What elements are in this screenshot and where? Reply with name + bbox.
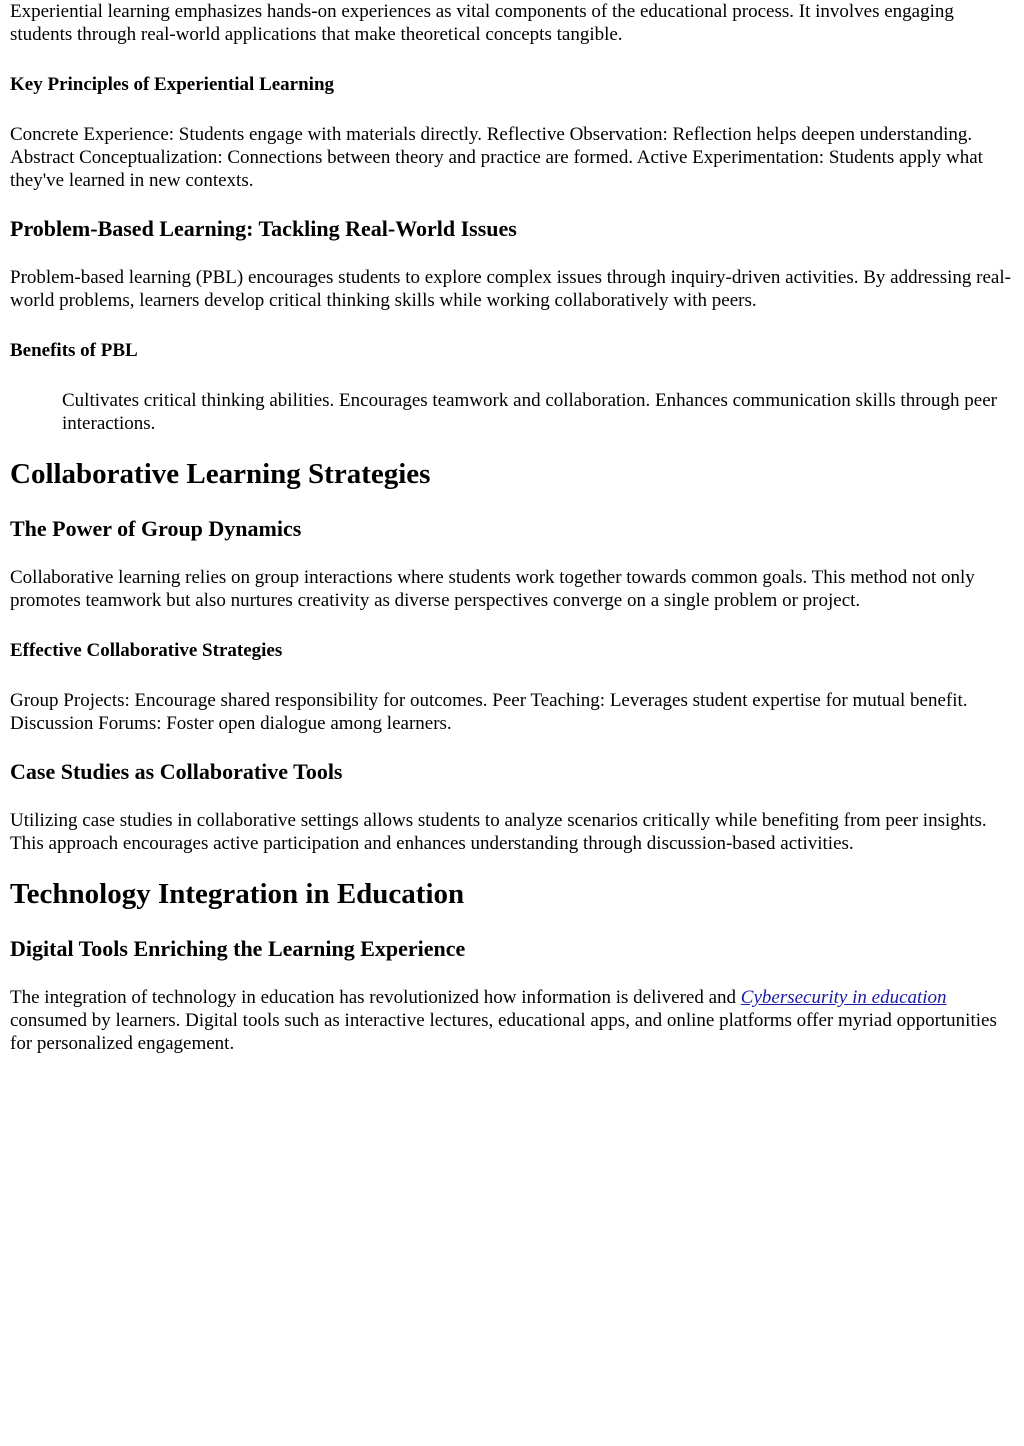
case-studies-paragraph: Utilizing case studies in collaborative settings allows students to analyze scenarios critically while benefiting from peer insights. This approach encourages active participation and enhances understanding through discussion-based activities. xyxy=(10,810,987,854)
case-studies-heading: Case Studies as Collaborative Tools xyxy=(10,759,343,784)
pbl-heading: Problem-Based Learning: Tackling Real-World Issues xyxy=(10,216,517,241)
pbl-benefits-quote: Cultivates critical thinking abilities. Encourages teamwork and collaboration. Enhances communication skills through peer interactions. xyxy=(62,390,997,434)
group-dynamics-heading: The Power of Group Dynamics xyxy=(10,516,302,541)
effective-strategies-heading: Effective Collaborative Strategies xyxy=(10,640,283,661)
key-principles-heading: Key Principles of Experiential Learning xyxy=(10,74,335,95)
digital-tools-text-before: The integration of technology in education has revolutionized how information is delivered and xyxy=(10,987,741,1008)
pbl-paragraph: Problem-based learning (PBL) encourages students to explore complex issues through inquiry-driven activities. By addressing real-world problems, learners develop critical thinking skills while working collaboratively with peers. xyxy=(10,267,1011,311)
group-dynamics-paragraph: Collaborative learning relies on group interactions where students work together towards common goals. This method not only promotes teamwork but also nurtures creativity as diverse perspectives converge on a single problem or project. xyxy=(10,567,975,611)
effective-strategies-paragraph: Group Projects: Encourage shared responsibility for outcomes. Peer Teaching: Leverages student expertise for mutual benefit. Discussion Forums: Foster open dialogue among learners. xyxy=(10,690,968,734)
intro-paragraph: Experiential learning emphasizes hands-on experiences as vital components of the educational process. It involves engaging students through real-world applications that make theoretical concepts tangible. xyxy=(10,1,954,45)
pbl-benefits-heading: Benefits of PBL xyxy=(10,340,138,361)
digital-tools-paragraph xyxy=(10,986,1014,1055)
tech-heading: Technology Integration in Education xyxy=(10,878,465,910)
collab-heading: Collaborative Learning Strategies xyxy=(10,458,431,490)
digital-tools-heading: Digital Tools Enriching the Learning Experience xyxy=(10,936,466,961)
key-principles-paragraph: Concrete Experience: Students engage with materials directly. Reflective Observation: Reflection helps deepen understanding. Abstract Conceptualization: Connections between theory and practice are formed. Active Experimentation: Students apply what they've learned in new contexts. xyxy=(10,124,983,191)
digital-tools-text-after: consumed by learners. Digital tools such as interactive lectures, educational apps, and online platforms offer myriad opportunities for personalized engagement. xyxy=(10,1010,997,1054)
cybersecurity-link[interactable]: Cybersecurity in education xyxy=(740,987,947,1008)
